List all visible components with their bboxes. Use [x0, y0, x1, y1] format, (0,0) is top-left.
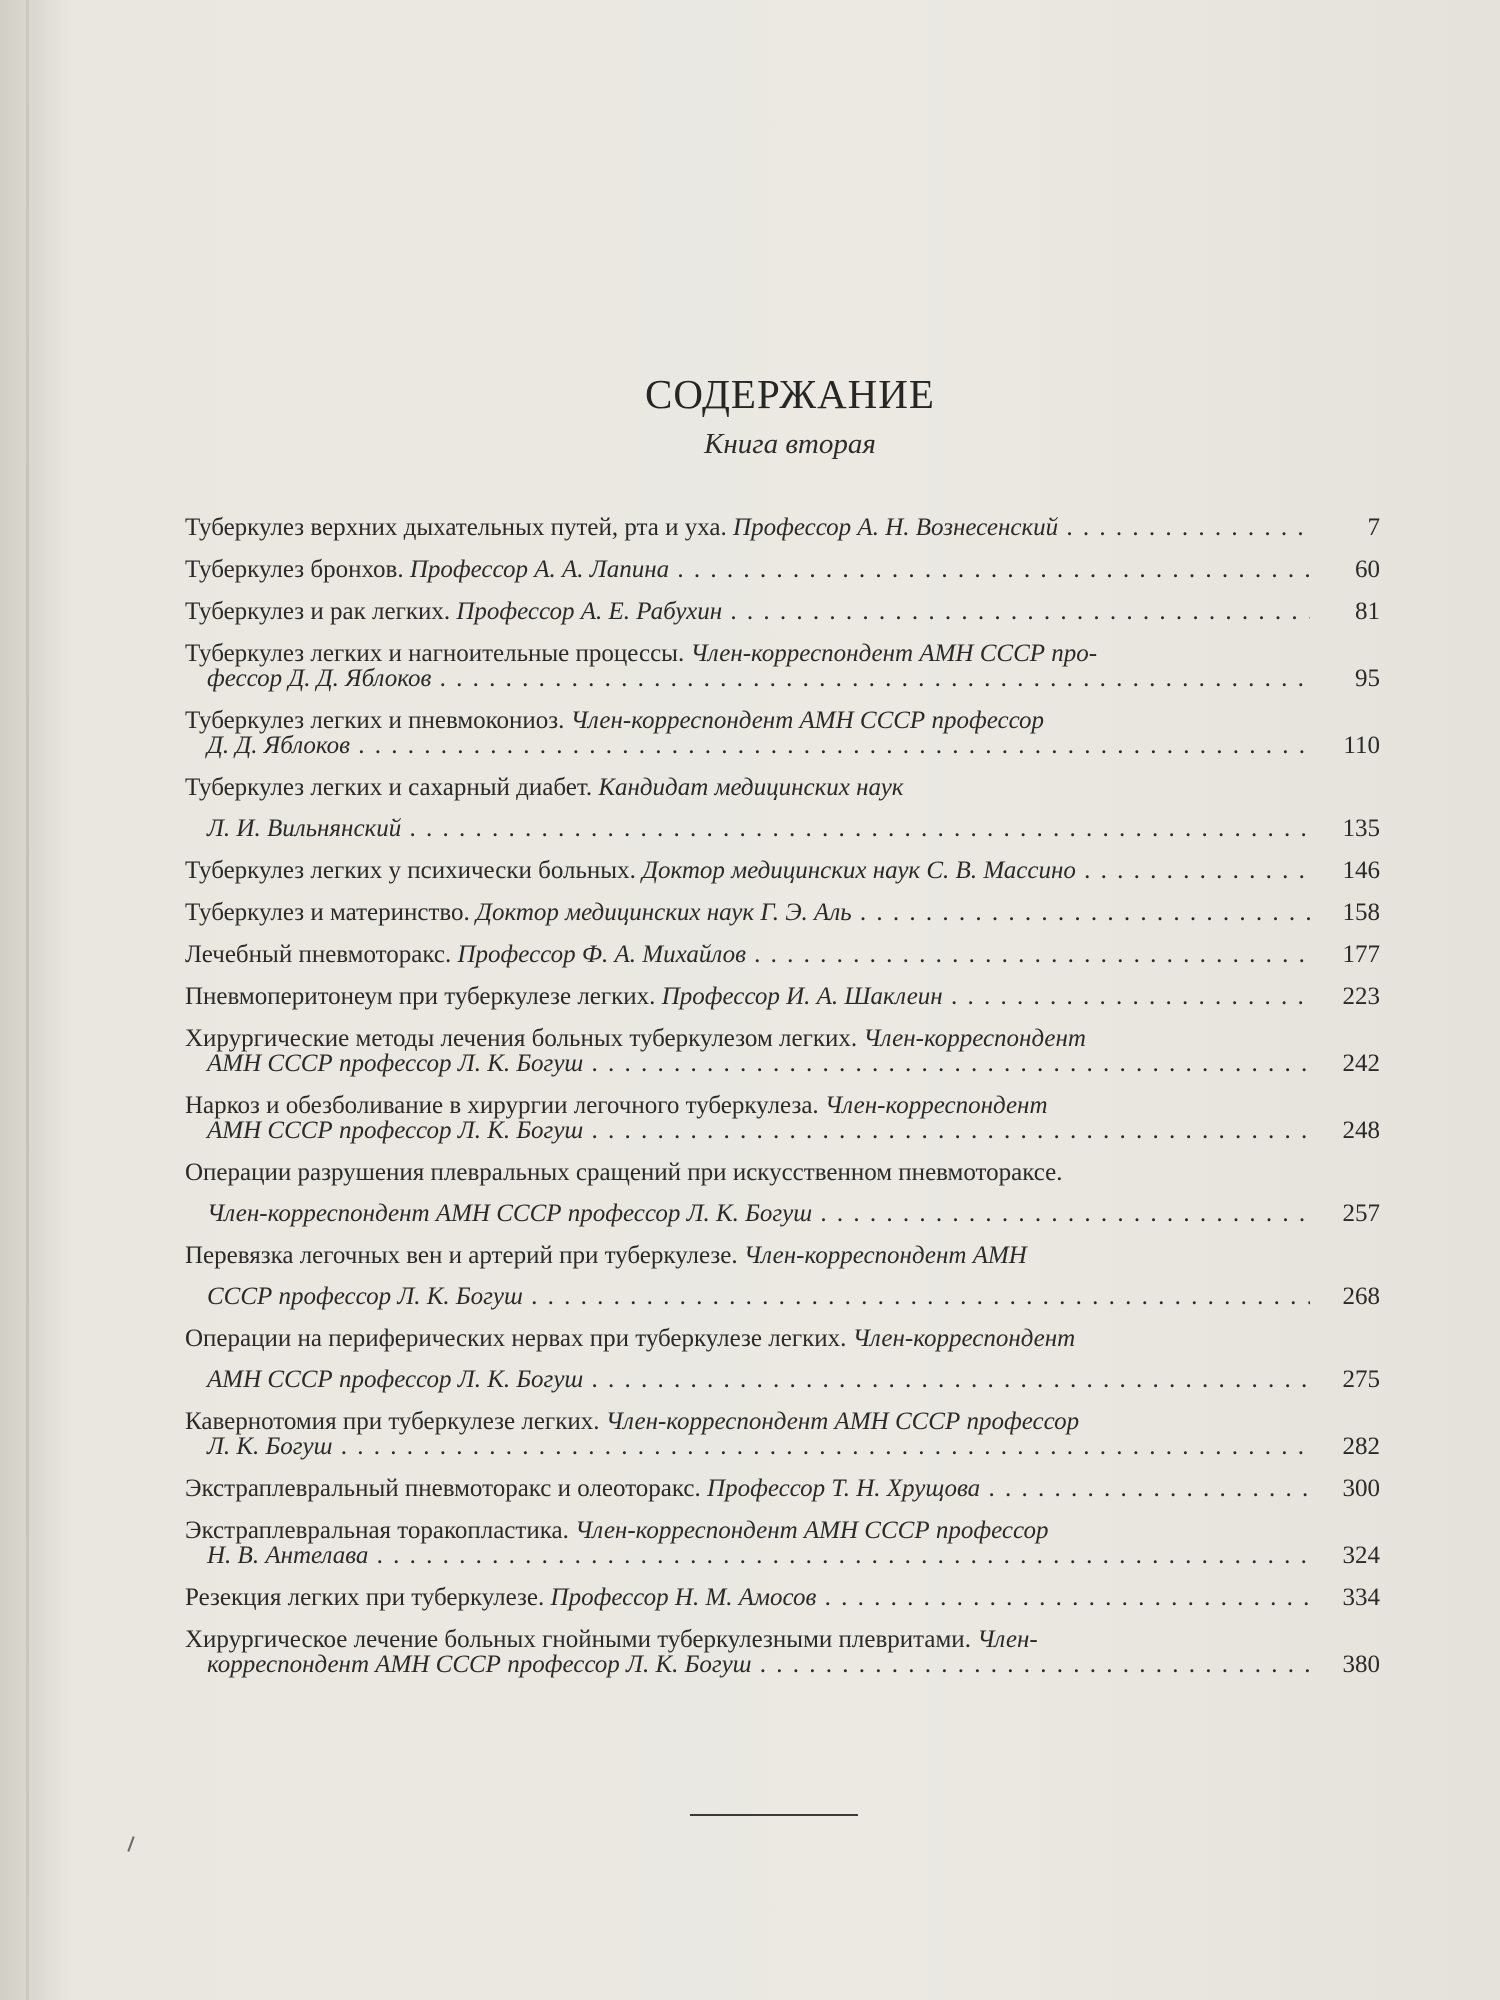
toc-entry [185, 1515, 1380, 1571]
toc-entry [185, 772, 1380, 844]
toc-entry-title: Экстраплевральная торакопластика. [185, 1517, 576, 1544]
toc-entry-author: АМН СССР профессор Л. К. Богуш [207, 1117, 584, 1144]
toc-entry-line [185, 1198, 1310, 1229]
toc-entry-line [185, 512, 1310, 543]
toc-entry-line [185, 554, 1310, 585]
toc-entry-author: Член-корреспондент [824, 1092, 1048, 1119]
toc-entry-title: Операции разрушения плевральных сращений при искусственном пневмотораксе. [185, 1159, 1063, 1186]
toc-entry-author: Н. В. Антелава [207, 1542, 369, 1569]
toc-entry [185, 638, 1380, 694]
toc-entry-author: корреспондент АМН СССР профессор Л. К. Богуш [207, 1651, 752, 1678]
toc-page-number: 334 [1342, 1584, 1380, 1611]
toc-page-number: 275 [1342, 1366, 1380, 1393]
toc-entry-title: Перевязка легочных вен и артерий при туберкулезе. [185, 1242, 744, 1269]
toc-entry-line [185, 1240, 1310, 1271]
toc-entry-author: Член-корреспондент [852, 1325, 1076, 1352]
toc-page-number: 380 [1342, 1651, 1380, 1678]
toc-header [0, 370, 1500, 461]
toc-page-number: 268 [1342, 1283, 1380, 1310]
page-subtitle: Книга вторая [704, 428, 876, 460]
toc-entry-line [185, 1473, 1310, 1504]
toc-entry-line [185, 1157, 1310, 1188]
closing-rule [690, 1814, 858, 1816]
toc-entry-title: Туберкулез верхних дыхательных путей, рта и уха. [185, 514, 734, 541]
pencil-mark [127, 1836, 134, 1852]
toc-entry-author: Профессор И. А. Шаклеин [661, 983, 943, 1010]
toc-entry-author: Профессор Н. М. Амосов [550, 1584, 817, 1611]
toc-entry [185, 1624, 1380, 1680]
toc-entry-author: Профессор А. Е. Рабухин [456, 598, 723, 625]
toc-entry [185, 1240, 1380, 1312]
toc-page-number: 158 [1342, 899, 1380, 926]
toc-entry-author: Член-корреспондент АМН [743, 1242, 1027, 1269]
toc-entry-title: Туберкулез легких и нагноительные процессы. [185, 640, 691, 667]
toc-entry-line [185, 730, 1310, 761]
toc-entry-author: Доктор медицинских наук С. В. Массино [642, 857, 1076, 884]
toc-entry [185, 1023, 1380, 1079]
toc-entry-line [185, 1281, 1310, 1312]
toc-entry-line [185, 1582, 1310, 1613]
toc-page-number: 95 [1355, 665, 1380, 692]
toc-entry-author: Член-корреспондент [863, 1025, 1086, 1052]
toc-entry-author: Член- [977, 1626, 1038, 1653]
toc-entry-line [185, 1115, 1310, 1146]
toc-entry-author: фессор Д. Д. Яблоков [207, 665, 432, 692]
toc-page-number: 257 [1342, 1200, 1380, 1227]
toc-entry [185, 1406, 1380, 1462]
toc-page-number: 248 [1342, 1117, 1380, 1144]
toc-entry-title: Туберкулез легких у психически больных. [185, 857, 643, 884]
toc-entry [185, 939, 1380, 970]
toc-entry-author: Член-корреспондент АМН СССР профессор [575, 1517, 1049, 1544]
toc-entry [185, 981, 1380, 1012]
toc-page-number: 60 [1355, 556, 1380, 583]
toc-entry-line [185, 1048, 1310, 1079]
toc-entry [185, 1582, 1380, 1613]
toc-entry-title: Пневмоперитонеум при туберкулезе легких. [185, 983, 662, 1010]
toc-entry-title: Хирургические методы лечения больных туберкулезом легких. [185, 1025, 864, 1052]
toc-entry-line [185, 981, 1310, 1012]
toc-entry-title: Туберкулез и рак легких. [185, 598, 457, 625]
toc-entry-author: Член-корреспондент АМН СССР профессор Л. К. Богуш [207, 1200, 813, 1227]
toc-page-number: 110 [1343, 732, 1380, 759]
toc-entry-title: Резекция легких при туберкулезе. [185, 1584, 551, 1611]
toc-entry-author: АМН СССР профессор Л. К. Богуш [207, 1050, 584, 1077]
toc-entry-author: Профессор А. А. Лапина [409, 556, 670, 583]
table-of-contents [185, 512, 1380, 1691]
toc-entry-author: Д. Д. Яблоков [207, 732, 350, 759]
toc-entry-title: Туберкулез и материнство. [185, 899, 477, 926]
toc-entry-title: Операции на периферических нервах при туберкулезе легких. [185, 1325, 853, 1352]
toc-page-number: 300 [1342, 1475, 1380, 1502]
toc-entry-title: Экстраплевральный пневмоторакс и олеоторакс. [185, 1475, 708, 1502]
toc-page-number: 324 [1342, 1542, 1380, 1569]
toc-entry [185, 1323, 1380, 1395]
toc-entry-title: Туберкулез легких и сахарный диабет. [185, 774, 599, 801]
toc-entry-title: Хирургическое лечение больных гнойными туберкулезными плевритами. [185, 1626, 978, 1653]
toc-entry-line [185, 1323, 1310, 1354]
toc-entry [185, 897, 1380, 928]
toc-entry-author: Член-корреспондент АМН СССР про- [690, 640, 1098, 667]
toc-entry-title: Туберкулез бронхов. [185, 556, 410, 583]
toc-entry-title: Кавернотомия при туберкулезе легких. [185, 1408, 606, 1435]
toc-entry-author: Член-корреспондент АМН СССР профессор [570, 707, 1045, 734]
page-binding-edge [26, 0, 29, 2000]
toc-entry-author: СССР профессор Л. К. Богуш [207, 1283, 523, 1310]
toc-entry-line [185, 596, 1310, 627]
toc-entry-line [185, 939, 1310, 970]
toc-entry-line [185, 1431, 1310, 1462]
toc-entry [185, 1157, 1380, 1229]
toc-entry-line [185, 772, 1310, 803]
toc-page-number: 146 [1342, 857, 1380, 884]
toc-entry-author: Кандидат медицинских наук [598, 774, 904, 801]
toc-entry-author: Доктор медицинских наук Г. Э. Аль [476, 899, 852, 926]
toc-page-number: 7 [1367, 514, 1380, 541]
toc-entry [185, 512, 1380, 543]
toc-page-number: 282 [1342, 1433, 1380, 1460]
toc-entry-author: Профессор Ф. А. Михайлов [457, 941, 746, 968]
page-title: СОДЕРЖАНИЕ [645, 371, 935, 417]
toc-entry [185, 554, 1380, 585]
toc-entry-line [185, 1649, 1310, 1680]
toc-entry-line [185, 1364, 1310, 1395]
toc-entry-author: Л. К. Богуш [207, 1433, 333, 1460]
toc-entry-author: АМН СССР профессор Л. К. Богуш [207, 1366, 584, 1393]
toc-entry-line [185, 1540, 1310, 1571]
toc-entry-author: Профессор Т. Н. Хрущова [707, 1475, 981, 1502]
toc-entry-title: Лечебный пневмоторакс. [185, 941, 458, 968]
toc-entry-title: Туберкулез легких и пневмокониоз. [185, 707, 571, 734]
toc-entry-author: Член-корреспондент АМН СССР профессор [605, 1408, 1080, 1435]
toc-entry [185, 855, 1380, 886]
toc-entry [185, 1473, 1380, 1504]
toc-entry-line [185, 813, 1310, 844]
toc-entry [185, 1090, 1380, 1146]
toc-page-number: 135 [1342, 815, 1380, 842]
toc-entry-line [185, 855, 1310, 886]
toc-entry-author: Профессор А. Н. Вознесенский [733, 514, 1059, 541]
toc-page-number: 223 [1342, 983, 1380, 1010]
toc-entry [185, 596, 1380, 627]
toc-page-number: 242 [1342, 1050, 1380, 1077]
toc-page-number: 177 [1342, 941, 1380, 968]
toc-entry-line [185, 897, 1310, 928]
toc-entry-author: Л. И. Вильнянский [207, 815, 402, 842]
toc-entry-title: Наркоз и обезболивание в хирургии легочного туберкулеза. [185, 1092, 825, 1119]
toc-entry [185, 705, 1380, 761]
toc-page-number: 81 [1355, 598, 1380, 625]
toc-entry-line [185, 663, 1310, 694]
